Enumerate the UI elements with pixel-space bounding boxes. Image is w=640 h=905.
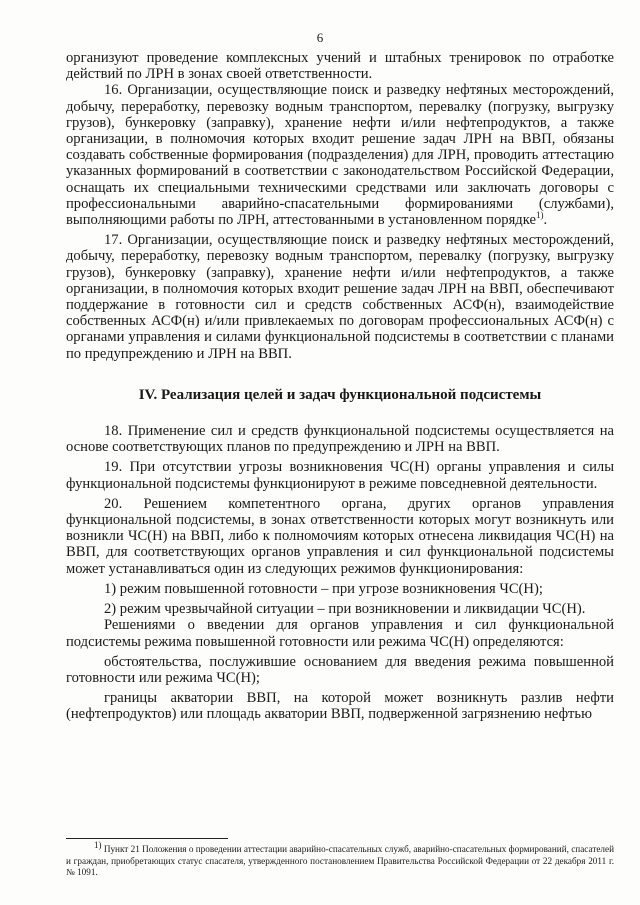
footnote (66, 839, 615, 879)
paragraph-15-continuation: организуют проведение комплексных учений и штабных тренировок по отработке действий по ЛРН в зонах своей ответственности. (66, 50, 614, 83)
paragraph-boundaries: границы акватории ВВП, на которой может возникнуть разлив нефти (нефтепродуктов) или площадь акватории ВВП, подверженной загрязнению нефтью (66, 690, 614, 723)
footnote-divider (66, 838, 228, 839)
paragraph-16 (66, 82, 614, 228)
paragraph-16-end: . (543, 212, 548, 229)
paragraph-decisions: Решениями о введении для органов управления и сил функциональной подсистемы режима повышенной готовности или режима ЧС(Н) определяются: (66, 617, 614, 650)
paragraph-16-text: 16. Организации, осуществляющие поиск и разведку нефтяных месторождений, добычу, переработку, перевозку водным транспортом, перевалку (погрузку, выгрузку грузов), бункеровку (заправку), хранение нефти и/или нефтепродуктов, а также организации, в полномочия которых входит решение задач ЛРН на ВВП, обязаны создавать собственные формирования (подразделения) для ЛРН, проводить аттестацию указанных формирований в соответствии с законодательством Российской Федерации, оснащать их специальными техническими средствами или заключать договоры с профессиональными аварийно-спасательными формированиями (службами), выполняющими работы по ЛРН, аттестованными в установленном порядке (66, 82, 614, 229)
footnote-marker: 1) (94, 839, 102, 850)
page-number: 6 (316, 30, 324, 45)
footnote-text: Пункт 21 Положения о проведении аттестации аварийно-спасательных служб, аварийно-спасательных формирований, спасателей и граждан, приобретающих статус спасателя, утвержденного постановлением Правительства Российской Федерации от 22 декабря 2011 г. № 1091. (66, 844, 615, 877)
footnote-reference[interactable]: 1) (535, 210, 544, 221)
paragraph-20: 20. Решением компетентного органа, других органов управления функциональной подсистемы, в зонах ответственности которых могут возникнуть или возникли ЧС(Н) на ВВП, либо к полномочиям которых отнесена ликвидация ЧС(Н) на ВВП, для соответствующих органов управления и сил функциональной подсистемы может устанавливаться один из следующих режимов функционирования: (66, 495, 614, 577)
paragraph-17: 17. Организации, осуществляющие поиск и разведку нефтяных месторождений, добычу, переработку, перевозку водным транспортом, перевалку (погрузку, выгрузку грузов), бункеровку (заправку), хранение нефти и/или нефтепродуктов, а также организации, в полномочия которых входит решение задач ЛРН на ВВП, обеспечивают поддержание в готовности сил и средств собственных АСФ(н), взаимодействие собственных АСФ(н) и/или привлекаемых по договорам профессиональных АСФ(н) с органами управления и силами функциональной подсистемы в соответствии с планами по предупреждению и ЛРН на ВВП. (66, 232, 614, 362)
document-body (66, 50, 614, 723)
section-heading: IV. Реализация целей и задач функциональной подсистемы (138, 386, 542, 403)
paragraph-circumstances: обстоятельства, послужившие основанием для введения режима повышенной готовности или режима ЧС(Н); (66, 653, 614, 686)
list-item-mode-2: 2) режим чрезвычайной ситуации – при возникновении и ликвидации ЧС(Н). (104, 601, 586, 618)
list-item-mode-1: 1) режим повышенной готовности – при угрозе возникновения ЧС(Н); (104, 580, 543, 597)
paragraph-19: 19. При отсутствии угрозы возникновения ЧС(Н) органы управления и силы функциональной подсистемы функционируют в режиме повседневной деятельности. (66, 459, 614, 492)
paragraph-18: 18. Применение сил и средств функциональной подсистемы осуществляется на основе соответствующих планов по предупреждению и ЛРН на ВВП. (66, 423, 614, 456)
